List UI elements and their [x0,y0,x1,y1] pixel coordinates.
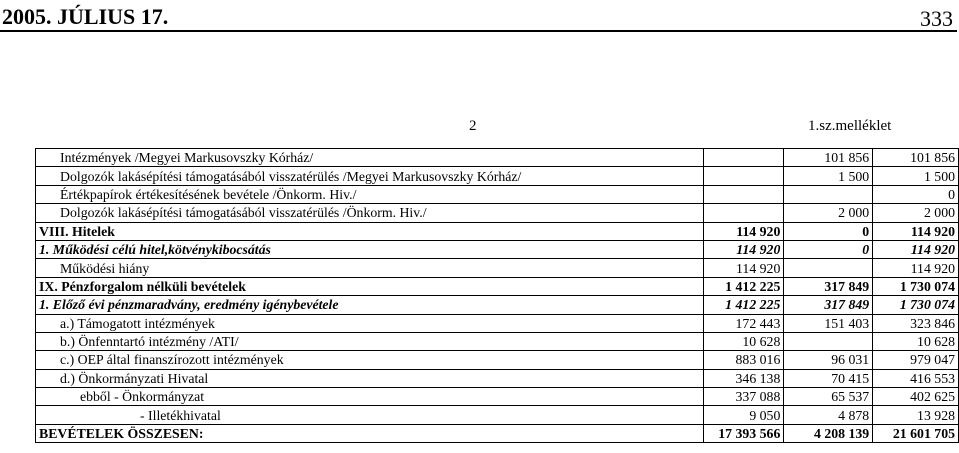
table-row [36,369,959,387]
cell-value: 979 047 [873,351,959,369]
cell-value: 96 031 [784,351,873,369]
page-header [0,0,959,40]
row-label: - Illetékhivatal [36,406,704,424]
annex-label: 1.sz.melléklet [808,118,892,134]
table-row [36,406,959,424]
row-label: d.) Önkormányzati Hivatal [36,369,704,387]
budget-table [35,148,959,443]
cell-value: 10 628 [873,332,959,350]
cell-value: 0 [784,240,873,258]
cell-value: 2 000 [873,204,959,222]
row-label: b.) Önfenntartó intézmény /ATI/ [36,332,704,350]
row-label: a.) Támogatott intézmények [36,314,704,332]
row-label: IX. Pénzforgalom nélküli bevételek [36,277,704,295]
cell-value [703,149,784,167]
cell-value: 2 000 [784,204,873,222]
cell-value: 114 920 [873,259,959,277]
cell-value: 151 403 [784,314,873,332]
cell-value: 416 553 [873,369,959,387]
cell-value: 337 088 [703,388,784,406]
cell-value: 0 [873,185,959,203]
cell-value: 1 500 [784,167,873,185]
cell-value: 114 920 [873,240,959,258]
cell-value: 4 208 139 [784,424,873,442]
cell-value: 1 730 074 [873,296,959,314]
row-label: 1. Előző évi pénzmaradvány, eredmény igénybevétele [36,296,704,314]
document-page-number: 2 [469,118,477,134]
cell-value: 9 050 [703,406,784,424]
table-row [36,240,959,258]
row-label: Dolgozók lakásépítési támogatásából visszatérülés /Megyei Markusovszky Kórház/ [36,167,704,185]
cell-value: 4 878 [784,406,873,424]
table-row [36,388,959,406]
table-row [36,185,959,203]
table-row [36,296,959,314]
cell-value: 70 415 [784,369,873,387]
cell-value [703,204,784,222]
cell-value: 1 412 225 [703,277,784,295]
cell-value: 114 920 [703,222,784,240]
row-label: BEVÉTELEK ÖSSZESEN: [36,424,704,442]
cell-value [703,185,784,203]
table-row [36,204,959,222]
header-rule [0,30,957,32]
table-row [36,259,959,277]
cell-value: 13 928 [873,406,959,424]
cell-value: 1 412 225 [703,296,784,314]
cell-value: 101 856 [873,149,959,167]
cell-value: 317 849 [784,277,873,295]
table-row [36,332,959,350]
cell-value: 1 730 074 [873,277,959,295]
header-page-number: 333 [920,6,953,31]
table-row [36,314,959,332]
cell-value: 172 443 [703,314,784,332]
cell-value: 21 601 705 [873,424,959,442]
table-row [36,222,959,240]
row-label: Dolgozók lakásépítési támogatásából visszatérülés /Önkorm. Hiv./ [36,204,704,222]
cell-value: 0 [784,222,873,240]
cell-value: 101 856 [784,149,873,167]
cell-value: 114 920 [703,240,784,258]
cell-value: 346 138 [703,369,784,387]
cell-value: 114 920 [703,259,784,277]
row-label: ebből - Önkormányzat [36,388,704,406]
row-label: c.) OEP által finanszírozott intézmények [36,351,704,369]
cell-value [784,259,873,277]
cell-value: 323 846 [873,314,959,332]
cell-value: 402 625 [873,388,959,406]
cell-value [703,167,784,185]
cell-value: 1 500 [873,167,959,185]
row-label: Működési hiány [36,259,704,277]
header-date: 2005. JÚLIUS 17. [2,4,169,29]
cell-value [784,332,873,350]
cell-value: 317 849 [784,296,873,314]
row-label: Értékpapírok értékesítésének bevétele /Önkorm. Hiv./ [36,185,704,203]
table-row [36,277,959,295]
cell-value: 65 537 [784,388,873,406]
cell-value: 114 920 [873,222,959,240]
cell-value [784,185,873,203]
row-label: VIII. Hitelek [36,222,704,240]
table-row [36,351,959,369]
table-row [36,167,959,185]
row-label: 1. Működési célú hitel,kötvénykibocsátás [36,240,704,258]
table-row [36,424,959,442]
cell-value: 10 628 [703,332,784,350]
table-row [36,149,959,167]
row-label: Intézmények /Megyei Markusovszky Kórház/ [36,149,704,167]
cell-value: 883 016 [703,351,784,369]
cell-value: 17 393 566 [703,424,784,442]
